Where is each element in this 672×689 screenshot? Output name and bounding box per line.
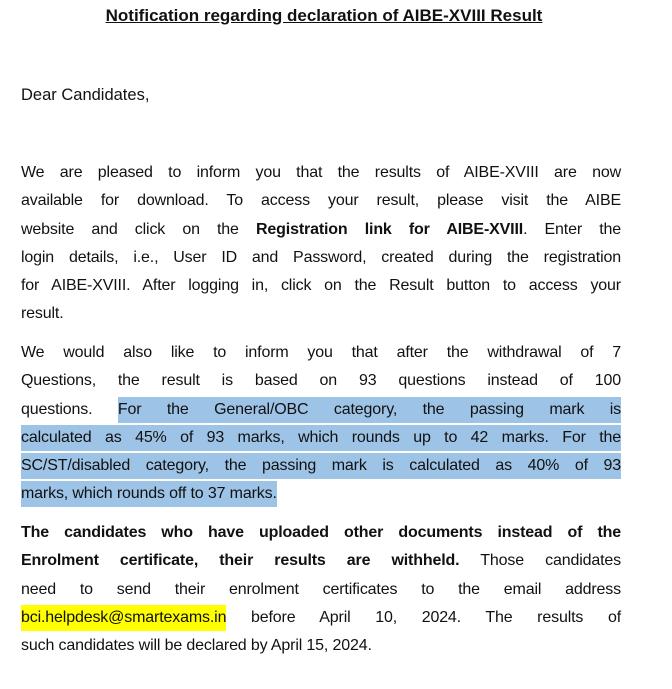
text-line: We would also like to inform you that after the withdrawal of 7 [21,344,621,361]
bold-text: Enrolment certificate, their results are withheld. [21,552,460,570]
text-line [21,216,621,244]
text-line [21,452,621,480]
text: before April 10, 2024. The results of [226,608,621,626]
bold-text: The candidates who have uploaded other documents instead of the [21,524,621,541]
text-line: for AIBE-XVIII. After logging in, click on the Result button to access your [21,277,621,295]
text-line: login details, i.e., User ID and Password, created during the registration [21,248,621,266]
text: Those candidates [459,552,621,570]
text-line [21,480,621,508]
text-line [21,424,621,452]
paragraph-results-available [21,159,621,329]
text-line [21,396,621,424]
paragraph-passing-marks [21,339,621,509]
selected-text[interactable]: For the General/OBC category, the passing mark is [118,397,621,423]
text-line: We are pleased to inform you that the results of AIBE-XVIII are now [21,164,621,181]
text-line: result. [21,305,64,323]
registration-link-text: Registration link for AIBE-XVIII [256,220,524,238]
text-line [21,604,621,632]
text-line [21,547,621,575]
greeting: Dear Candidates, [21,86,150,104]
selected-text[interactable]: SC/ST/disabled category, the passing mark is calculated as 40% of 93 [21,453,621,479]
text-line: available for download. To access your result, please visit the AIBE [21,192,621,210]
selected-text[interactable]: calculated as 45% of 93 marks, which rounds up to 42 marks. For the [21,425,621,451]
text-line: such candidates will be declared by April 15, 2024. [21,637,372,655]
text: website and click on the [21,220,256,238]
text-line: Questions, the result is based on 93 questions instead of 100 [21,372,621,390]
selected-text[interactable]: marks, which rounds off to 37 marks. [21,481,277,507]
notification-title: Notification regarding declaration of AIBE-XVIII Result [105,6,543,25]
text-line: need to send their enrolment certificates to the email address [21,580,621,598]
text: questions. [21,400,118,418]
email-address-highlighted[interactable]: bci.helpdesk@smartexams.in [21,605,226,631]
paragraph-withheld-results [21,519,621,660]
text: . Enter the [523,220,621,238]
text-line [21,519,621,547]
